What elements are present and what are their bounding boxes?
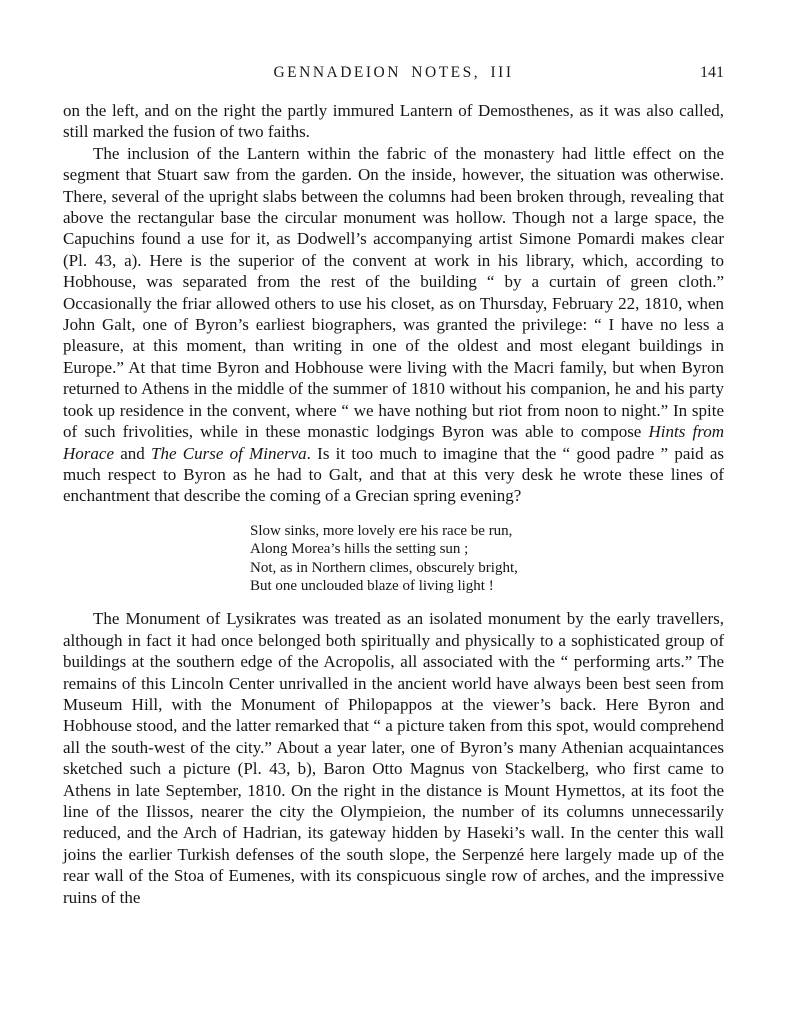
poem-line: Not, as in Northern climes, obscurely bright, xyxy=(250,559,518,576)
text-run: . Is it too much to imagine that the “ good padre ” paid as much respect to Byron as he had to Galt, and that at this very desk he wrote these lines of enchantment that describe the coming of a Grecian spring evening? xyxy=(63,443,725,506)
text-run: The inclusion of the Lantern within the fabric of the monastery had little effect on the segment that Stuart saw from the garden. On the inside, however, the situation was otherwise. There, several of the upright slabs between the columns had been broken through, revealing that above the rectangular base the circular monument was hollow. Though not a large space, the Capuchins found a use for it, as Dodwell’s accompanying artist Simone Pomardi makes clear (Pl. 43, a). Here is the superior of the convent at work in his library, which, according to Hobhouse, was separated from the rest of the building “ by a curtain of green cloth.” Occasionally the friar allowed others to use his closet, as on Thursday, February 22, 1810, when John Galt, one of Byron’s earliest biographers, was granted the privilege: “ I have no less a pleasure, at this moment, than writing in one of the oldest and most elegant buildings in Europe.” At that time Byron and Hobhouse were living with the Macri family, but when Byron returned to Athens in the middle of the summer of 1810 without his companion, he and his party took up residence in the convent, where “ we have nothing but riot from noon to night.” In spite of such frivolities, while in these monastic lodgings Byron was able to compose xyxy=(63,143,724,442)
paragraph-lantern-inclusion xyxy=(63,143,724,507)
poem-line: Slow sinks, more lovely ere his race be run, xyxy=(250,522,513,539)
poem-quotation-block xyxy=(250,522,724,596)
text-run: and xyxy=(113,443,152,463)
page-header xyxy=(63,64,724,86)
poem-line: Along Morea’s hills the setting sun ; xyxy=(250,541,469,558)
page-body xyxy=(63,100,724,908)
page-number: 141 xyxy=(700,64,724,81)
paragraph-continuation-lantern: on the left, and on the right the partly immured Lantern of Demosthenes, as it was also called, still marked the fusion of two faiths. xyxy=(63,101,724,142)
paragraph-monument-of-lysikrates: The Monument of Lysikrates was treated as an isolated monument by the early travellers, although in fact it had once belonged both spiritually and physically to a sophisticated group of buildings at the southern edge of the Acropolis, all associated with the “ performing arts.” The remains of this Lincoln Center unrivalled in the ancient world have always been best seen from Museum Hill, with the Monument of Philopappos at the viewer’s back. Here Byron and Hobhouse stood, and the latter remarked that “ a picture taken from this spot, would comprehend all the south-west of the city.” About a year later, one of Byron’s many Athenian acquaintances sketched such a picture (Pl. 43, b), Baron Otto Magnus von Stackelberg, who first came to Athens in late September, 1810. On the right in the distance is Mount Hymettos, at its foot the line of the Ilissos, nearer the city the Olympieion, the number of its columns unnecessarily reduced, and the Arch of Hadrian, its gateway hidden by Haseki’s wall. In the center this wall joins the earlier Turkish defenses of the south slope, the Serpenzé here largely made up of the rear wall of the Stoa of Eumenes, with its conspicuous single row of arches, and the impressive ruins of the xyxy=(63,609,724,907)
book-title-hints-from-horace: Hints from Horace xyxy=(63,422,724,463)
running-title: GENNADEION NOTES, III xyxy=(273,64,514,81)
book-title-curse-of-minerva: The Curse of Minerva xyxy=(151,443,307,463)
poem-line: But one unclouded blaze of living light ! xyxy=(250,577,494,594)
